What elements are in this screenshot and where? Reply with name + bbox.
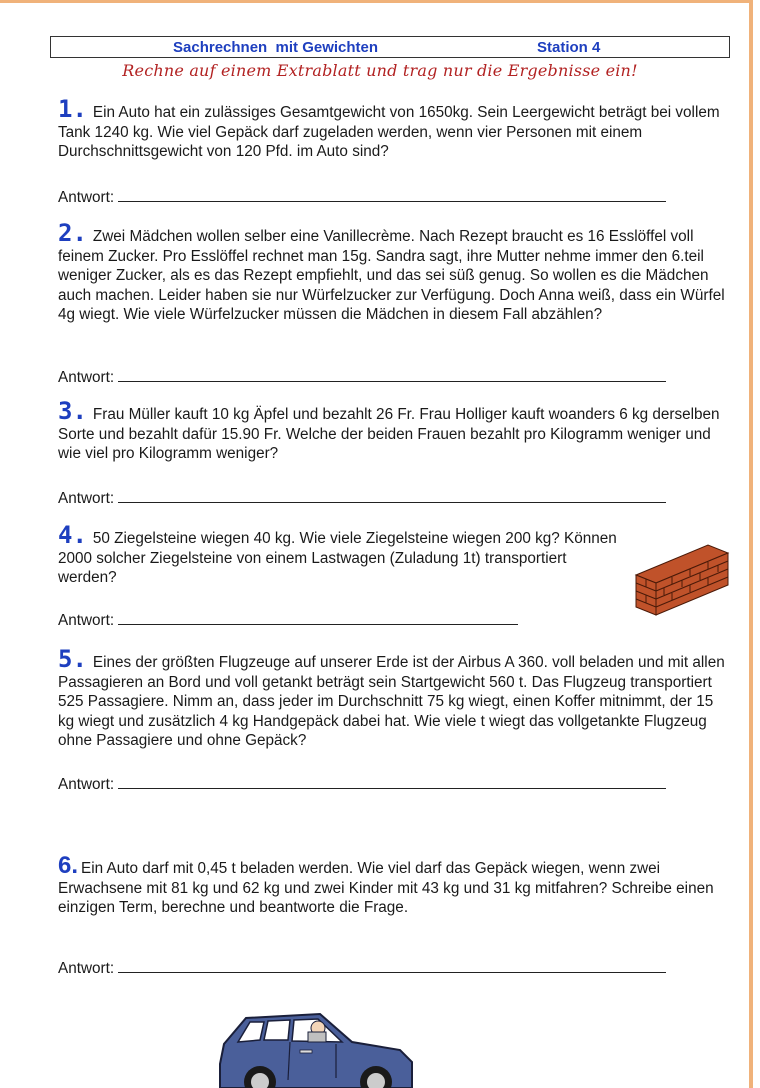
instruction-line: Rechne auf einem Extrablatt und trag nur die Ergebnisse ein!	[122, 61, 638, 80]
page-frame-right	[749, 0, 753, 1088]
task-5	[58, 645, 726, 751]
worksheet-title: Sachrechnen mit Gewichten	[173, 39, 379, 56]
answer-row-2	[58, 367, 666, 387]
answer-label: Antwort:	[58, 189, 115, 206]
task-number: 3.	[58, 397, 87, 425]
answer-label: Antwort:	[58, 960, 115, 977]
answer-row-6	[58, 958, 666, 978]
station-label: Station 4	[537, 39, 601, 56]
answer-label: Antwort:	[58, 776, 115, 793]
page-frame-top	[0, 0, 752, 3]
task-2	[58, 219, 726, 325]
answer-row-4	[58, 610, 518, 630]
answer-row-5	[58, 774, 666, 794]
answer-field-2[interactable]	[118, 367, 666, 382]
task-number: 6.	[58, 852, 79, 879]
answer-field-5[interactable]	[118, 774, 666, 789]
task-text: Frau Müller kauft 10 kg Äpfel und bezahlt 26 Fr. Frau Holliger kauft woanders 6 kg derselben Sorte und bezahlt dafür 15.90 Fr. Welche der beiden Frauen bezahlt pro Kilogramm weniger und wie viel pro Kilogramm weniger?	[58, 406, 720, 463]
task-text: Zwei Mädchen wollen selber eine Vanillecrème. Nach Rezept braucht es 16 Esslöffel voll feinem Zucker. Pro Esslöffel rechnet man 15g. Sandra sagt, ihre Mutter nehme immer den 6.teil weniger Zucker, als es das Rezept empfiehlt, und das sei süß genug. So wollen es die Mädchen auch machen. Leider haben sie nur Würfelzucker zur Verfügung. Doch Anna weiß, dass ein Würfel 4g wiegt. Wie viele Würfelzucker müssen die Mädchen in diesem Fall abzählen?	[58, 228, 725, 324]
task-number: 2.	[58, 219, 87, 247]
brick-wall-icon	[632, 515, 734, 617]
answer-field-3[interactable]	[118, 488, 666, 503]
answer-row-1	[58, 187, 666, 207]
car-icon	[216, 1008, 416, 1088]
worksheet-header	[50, 36, 730, 58]
task-number: 4.	[58, 521, 87, 549]
answer-row-3	[58, 488, 666, 508]
task-3	[58, 397, 726, 464]
answer-label: Antwort:	[58, 369, 115, 386]
task-4	[58, 521, 618, 588]
answer-field-1[interactable]	[118, 187, 666, 202]
task-number: 1.	[58, 95, 87, 123]
answer-field-6[interactable]	[118, 958, 666, 973]
task-6	[58, 852, 726, 918]
answer-label: Antwort:	[58, 490, 115, 507]
task-text: Ein Auto darf mit 0,45 t beladen werden. Wie viel darf das Gepäck wiegen, wenn zwei Erwachsene mit 81 kg und 62 kg und zwei Kinder mit 43 kg und 31 kg mitfahren? Schreibe einen einzigen Term, berechne und beantworte die Frage.	[58, 860, 714, 917]
task-number: 5.	[58, 645, 87, 673]
answer-field-4[interactable]	[118, 610, 518, 625]
task-text: 50 Ziegelsteine wiegen 40 kg. Wie viele Ziegelsteine wiegen 200 kg? Können 2000 solcher Ziegelsteine von einem Lastwagen (Zuladung 1t) transportiert werden?	[58, 530, 617, 587]
answer-label: Antwort:	[58, 612, 115, 629]
task-1	[58, 95, 726, 162]
task-text: Eines der größten Flugzeuge auf unserer Erde ist der Airbus A 360. voll beladen und mit allen Passagieren an Bord und voll getankt beträgt sein Startgewicht 560 t. Das Flugzeug transportiert 525 Passagiere. Nimm an, dass jeder im Durchschnitt 75 kg wiegt, einen Koffer mitnimmt, der 15 kg wiegt und zusätzlich 4 kg Handgepäck dabei hat. Wie viele t wiegt das vollgetankte Flugzeug ohne Passagiere und ohne Gepäck?	[58, 654, 725, 750]
task-text: Ein Auto hat ein zulässiges Gesamtgewicht von 1650kg. Sein Leergewicht beträgt bei vollem Tank 1240 kg. Wie viel Gepäck darf zugeladen werden, wenn vier Personen mit einem Durchschnittsgewicht von 120 Pfd. im Auto sind?	[58, 104, 720, 161]
